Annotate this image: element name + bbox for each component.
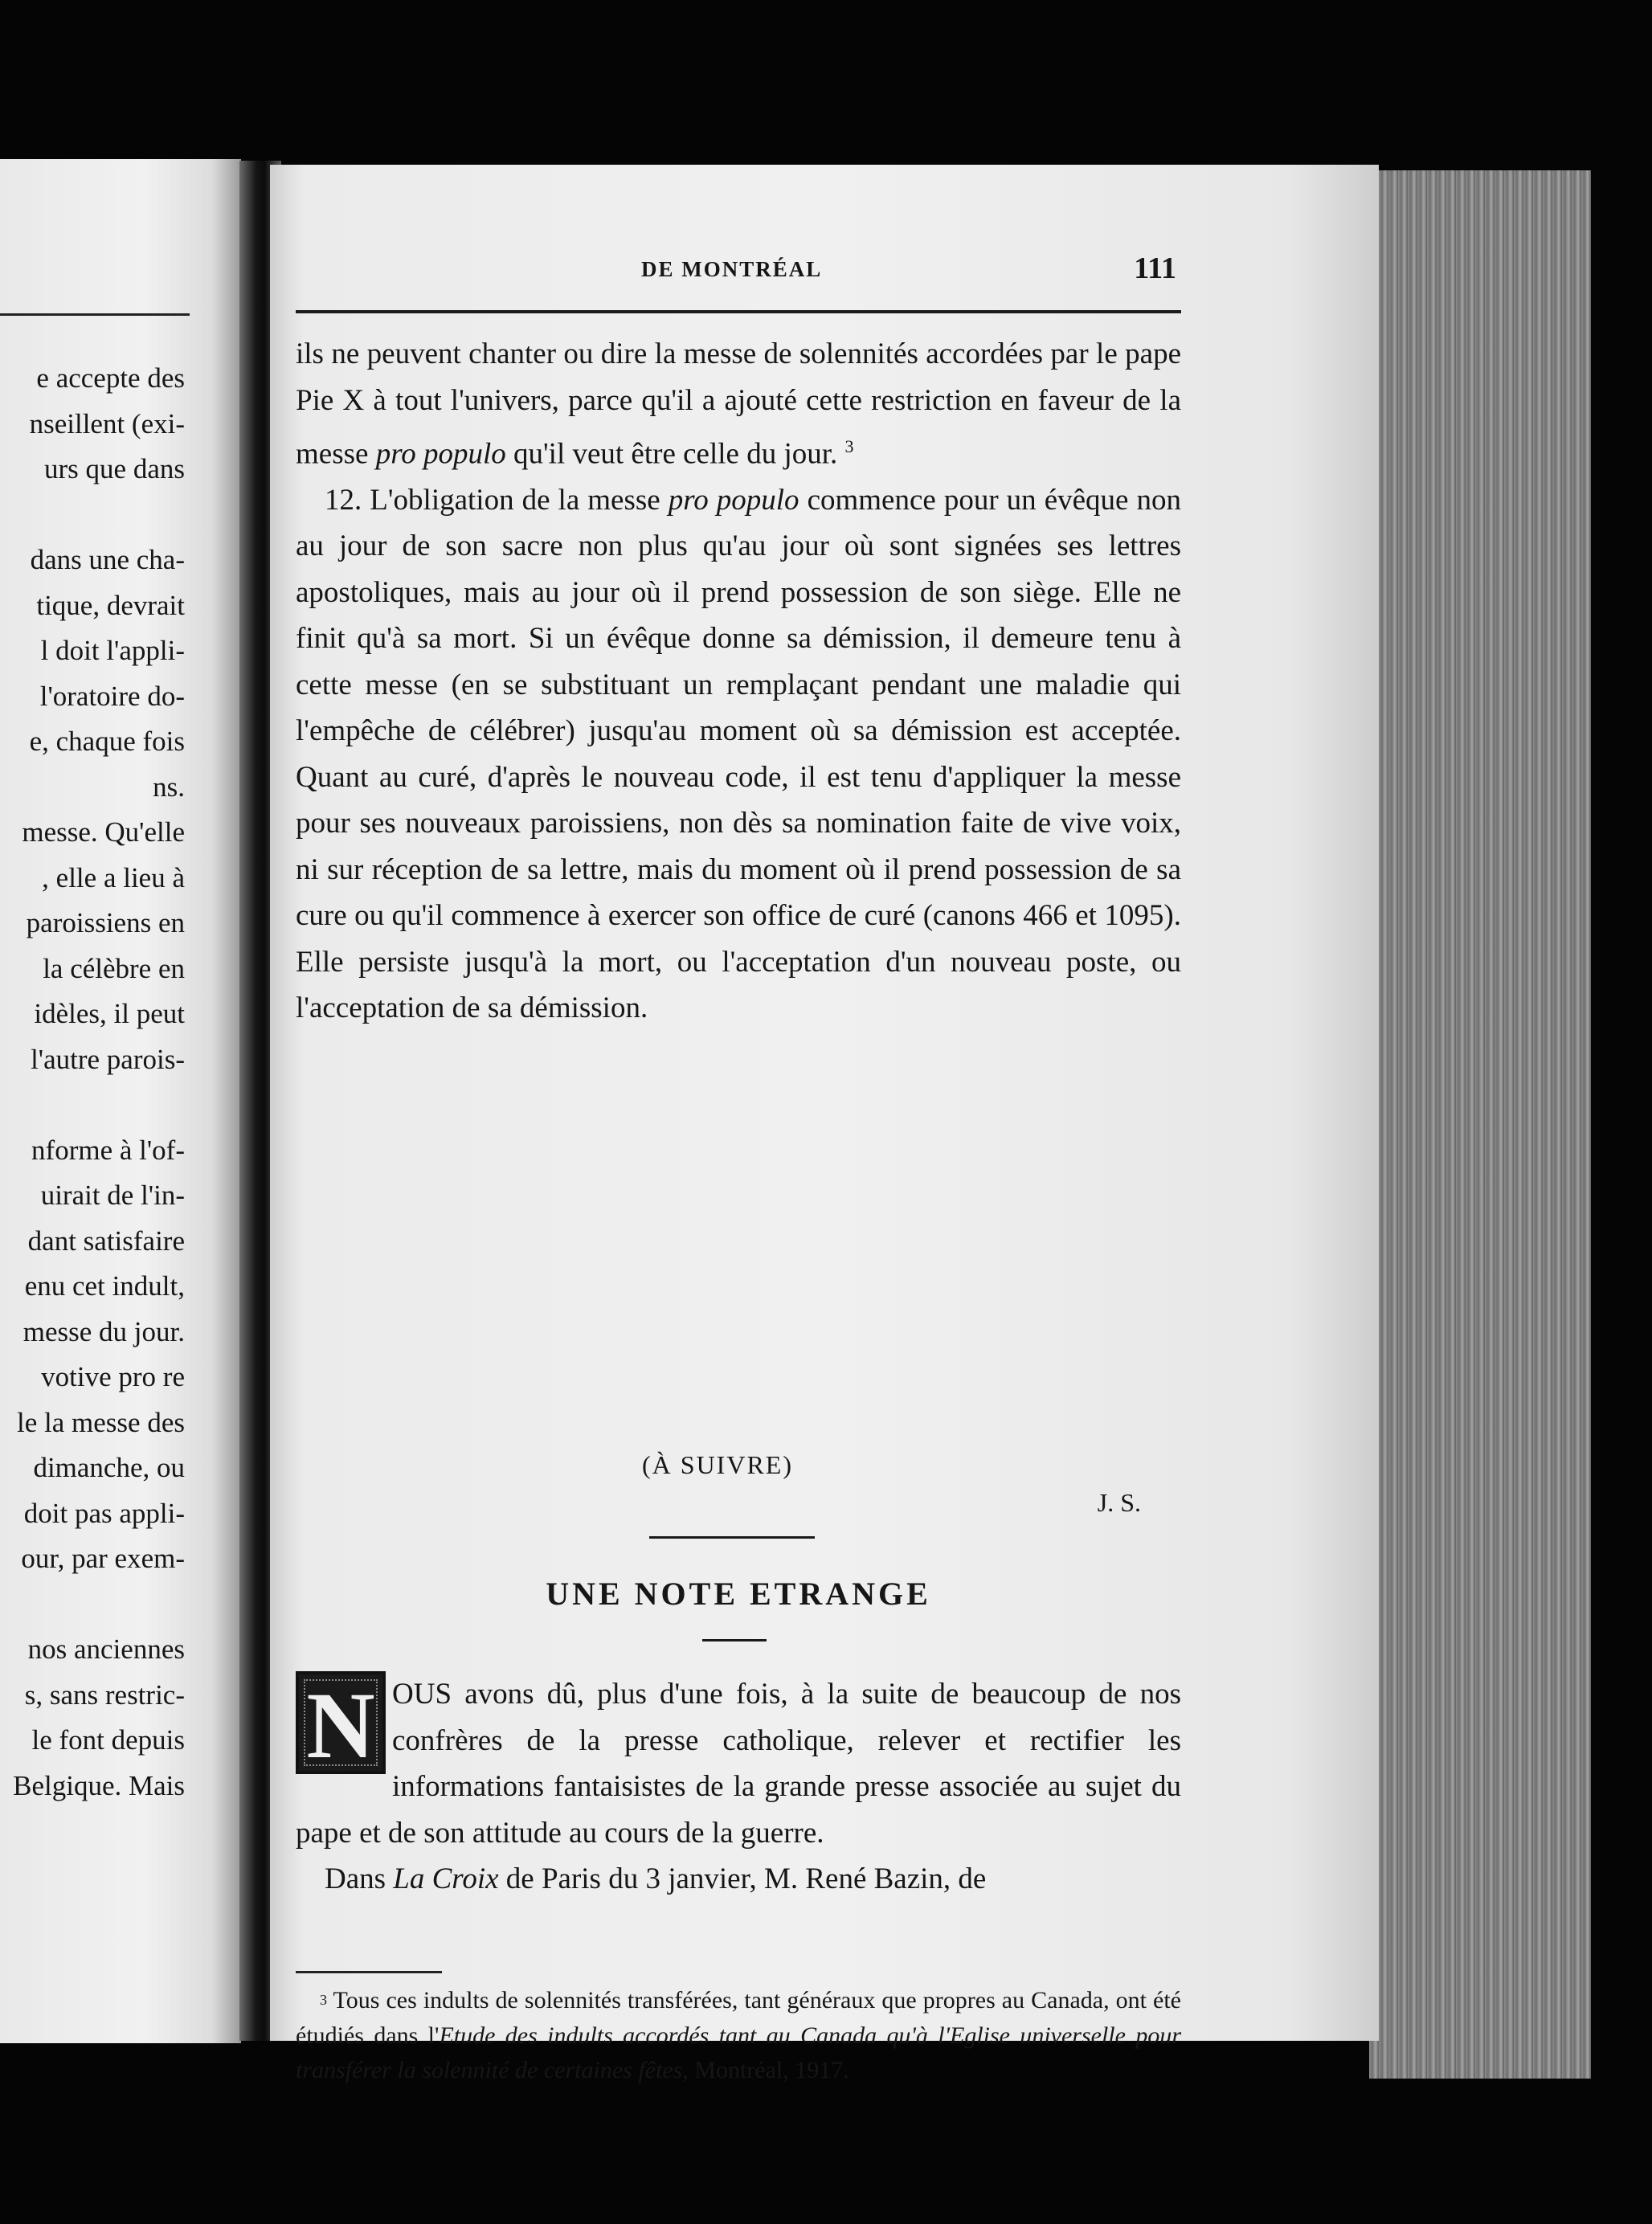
ornamental-drop-cap: N: [296, 1671, 386, 1774]
left-page-line: [0, 1082, 185, 1128]
left-page-line: urs que dans: [44, 453, 185, 484]
left-page: [0, 159, 241, 2043]
page-block-edge: [1369, 170, 1591, 2079]
author-initials: J. S.: [1097, 1488, 1141, 1517]
right-page-text: [296, 241, 1181, 2083]
left-page-line: messe. Qu'elle: [22, 816, 185, 848]
left-page-line: l'autre parois-: [31, 1043, 185, 1075]
page-header: [296, 241, 1181, 289]
paragraph-continued: ils ne peuvent chanter ou dire la messe de solennités accordées par le pape Pie X à tout l'univers, parce qu'il a ajouté cette restriction en faveur de la messe pro populo qu'il veut être celle du jour. $^3$: [296, 337, 1181, 471]
left-page-line: dimanche, ou: [33, 1452, 185, 1483]
footnote-rule: [296, 1971, 442, 1973]
left-page-line: le font depuis: [31, 1724, 185, 1756]
section-separator: [649, 1536, 815, 1539]
article-paragraph-1: OUS avons dû, plus d'une fois, à la suite de beaucoup de nos confrères de la presse catholique, relever et rectifier les informations fantaisistes de la grande presse associée au sujet du pape et de son attitude au cours de la guerre.: [296, 1678, 1181, 1850]
footnote-reference: 3: [844, 436, 854, 456]
section-title: UNE NOTE ETRANGE: [546, 1576, 931, 1612]
running-head: DE MONTRÉAL: [641, 257, 823, 281]
left-page-line: our, par exem-: [21, 1543, 185, 1574]
left-page-line: e accepte des: [36, 362, 185, 394]
article-paragraph-2: Dans La Croix de Paris du 3 janvier, M. René Bazin, de: [325, 1862, 987, 1895]
left-page-line: , elle a lieu à: [42, 861, 185, 893]
left-page-header-rule: [0, 313, 190, 316]
left-page-line: tique, devrait: [36, 589, 185, 621]
left-page-line: uirait de l'in-: [40, 1179, 185, 1211]
page-number: 111: [1134, 251, 1176, 285]
footnote: $^3$ Tous ces indults de solennités transférées, tant généraux que propres au Canada, ont été étudiés dans l'Etude des indults accordés tant au Canada qu'à l'Eglise universelle pour transférer la solennité de certaines fêtes, Montréal, 1917.: [296, 1987, 1181, 2083]
left-page-line: ns.: [153, 771, 185, 803]
paragraph-12: 12. L'obligation de la messe pro populo commence pour un évêque non au jour de son sacre non plus qu'au jour où sont signées ses lettres apostoliques, mais au jour où il prend possession de son siège. Elle ne finit qu'à sa mort. Si un évêque donne sa démission, il demeure tenu à cette messe (en se substituant un remplaçant pendant une maladie qui l'empêche de célébrer) jusqu'au moment où sa démission est acceptée. Quant au curé, d'après le nouveau code, il est tenu d'appliquer la messe pour ses nouveaux paroissiens, non dès sa nomination faite de vive voix, ni sur réception de sa lettre, mais du moment où il prend possession de sa cure ou qu'il commence à exercer son office de curé (canons 466 et 1095). Elle persiste jusqu'à la mort, ou l'acceptation d'un nouveau poste, ou l'acceptation de sa démission.: [296, 483, 1181, 1025]
left-page-line: nseillent (exi-: [29, 407, 185, 439]
header-rule: [296, 310, 1181, 313]
to-be-continued: (À SUIVRE): [642, 1450, 793, 1479]
left-page-line: la célèbre en: [43, 952, 185, 984]
left-page-line: paroissiens en: [26, 907, 185, 938]
left-page-line: [0, 493, 185, 538]
left-page-line: le la messe des: [17, 1406, 185, 1438]
title-underline: [702, 1639, 767, 1641]
left-page-text: [0, 356, 185, 1809]
left-page-line: l'oratoire do-: [39, 680, 185, 712]
body-text: [296, 331, 1181, 1032]
left-page-line: idèles, il peut: [34, 998, 185, 1029]
left-page-line: dans une cha-: [30, 544, 185, 575]
left-page-line: [0, 1582, 185, 1628]
left-page-line: messe du jour.: [22, 1315, 185, 1347]
left-page-line: e, chaque fois: [29, 726, 185, 757]
left-page-line: votive pro re: [41, 1361, 185, 1392]
article-text: [296, 1671, 1181, 1903]
left-page-line: nforme à l'of-: [31, 1134, 185, 1166]
left-page-line: doit pas appli-: [23, 1497, 185, 1529]
left-page-line: enu cet indult,: [24, 1270, 185, 1302]
left-page-line: Belgique. Mais: [13, 1769, 185, 1801]
left-page-line: dant satisfaire: [27, 1224, 185, 1257]
left-page-line: s, sans restric-: [24, 1678, 185, 1711]
left-page-line: l doit l'appli-: [40, 635, 185, 666]
left-page-line: nos anciennes: [27, 1633, 185, 1665]
